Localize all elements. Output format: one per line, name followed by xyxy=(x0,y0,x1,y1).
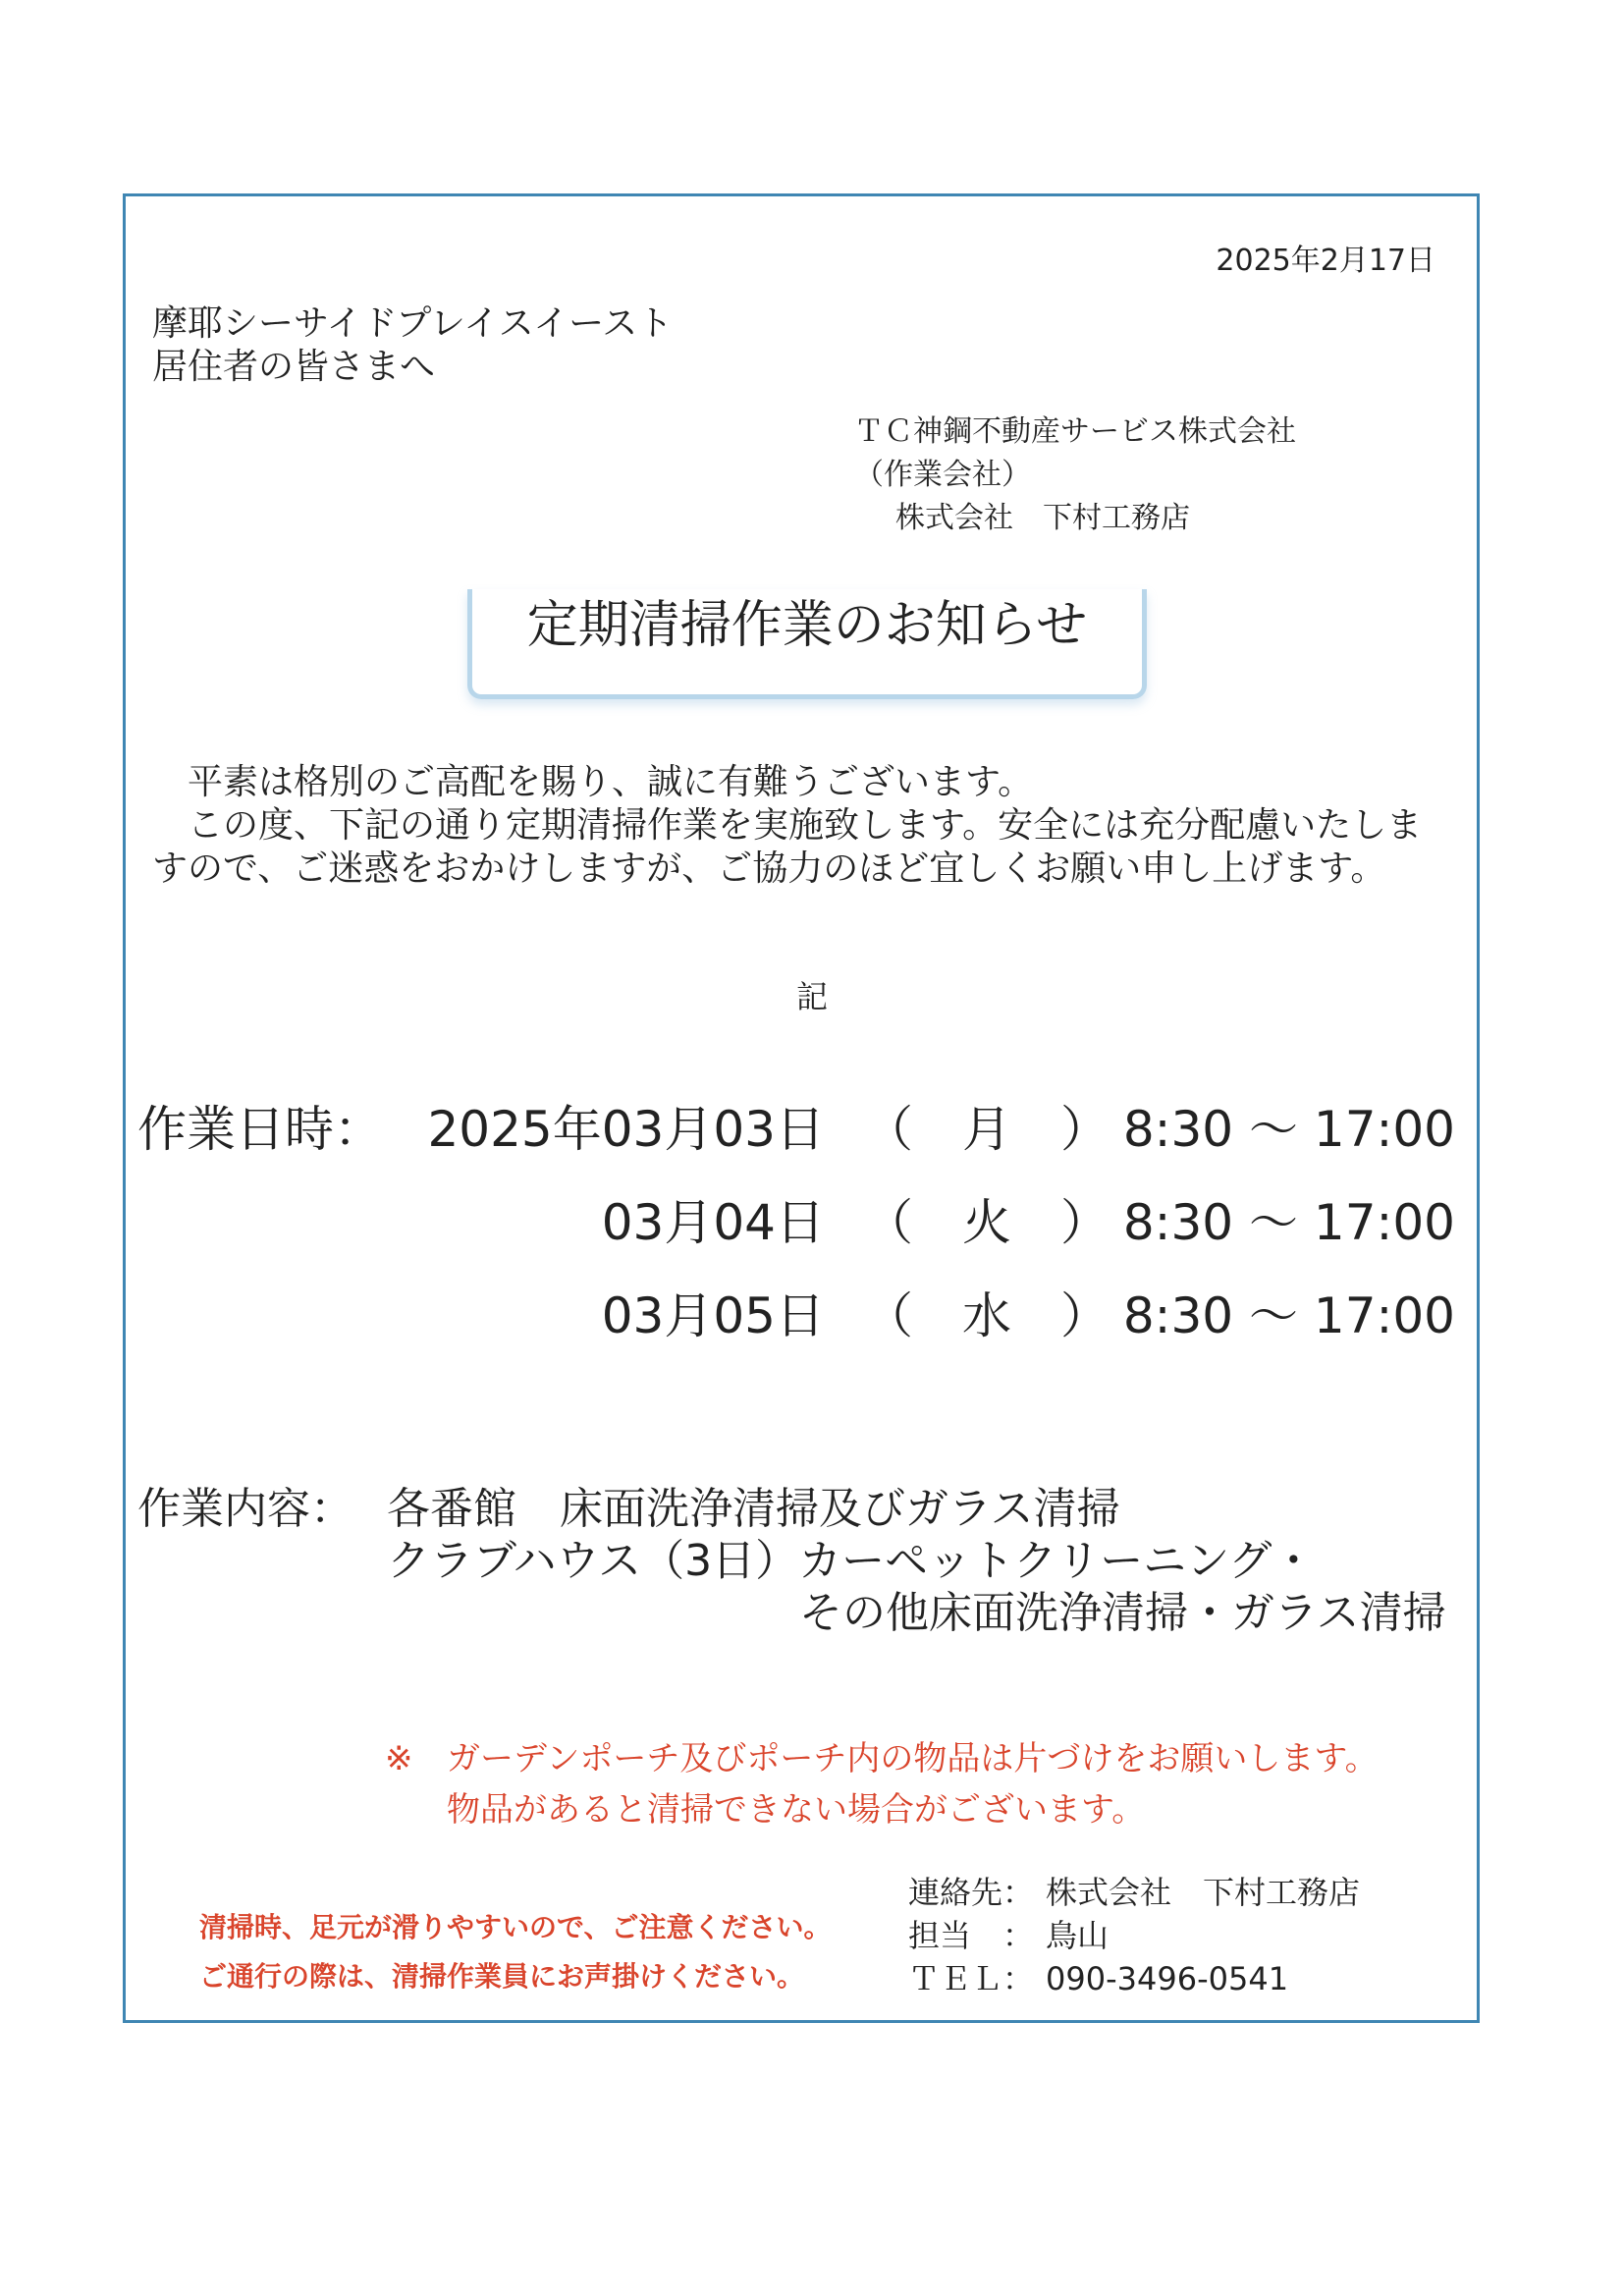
contact-label: 連絡先： xyxy=(908,1874,1035,1911)
schedule-date: 03月04日 xyxy=(601,1194,825,1251)
sender-role: （作業会社） xyxy=(854,458,1031,492)
warning-line: ご通行の際は、清掃作業員にお声掛けください。 xyxy=(199,1960,805,1993)
body-line: この度、下記の通り定期清掃作業を実施致します。安全には充分配慮いたしま xyxy=(188,805,1423,846)
body-line: すので、ご迷惑をおかけしますが、ご協力のほど宜しくお願い申し上げます。 xyxy=(152,848,1386,889)
contact-row xyxy=(908,1914,1360,1957)
contact-label: 担当 ： xyxy=(908,1917,1035,1954)
contact-phone: 090-3496-0541 xyxy=(1046,1960,1289,1997)
addressee-building: 摩耶シーサイドプレイスイースト xyxy=(152,303,674,344)
contact-info xyxy=(908,1871,1360,2000)
sender xyxy=(854,410,1296,540)
body-line: 平素は格別のご高配を賜り、誠に有難うございます。 xyxy=(188,762,1034,802)
schedule-day: （ 水 ） xyxy=(864,1287,1110,1344)
note-mark: ※ xyxy=(385,1739,413,1778)
schedule-day: （ 月 ） xyxy=(864,1101,1110,1158)
safety-warning xyxy=(199,1903,831,2001)
schedule-day: （ 火 ） xyxy=(864,1194,1110,1251)
addressee xyxy=(152,302,673,389)
contact-company: 株式会社 下村工務店 xyxy=(1046,1874,1361,1911)
sender-company: ＴＣ神鋼不動産サービス株式会社 xyxy=(854,414,1296,449)
note-line: 物品があると清掃できない場合がございます。 xyxy=(447,1790,1146,1830)
contact-label: ＴＥＬ： xyxy=(908,1960,1035,1997)
schedule-time: 8:30 ～ 17:00 xyxy=(1122,1101,1455,1158)
work-item: 各番館 床面洗浄清掃及びガラス清掃 xyxy=(387,1484,1120,1534)
schedule-label: 作業日時： xyxy=(137,1101,383,1158)
page-title: 定期清掃作業のお知らせ xyxy=(526,596,1088,655)
note-line: ガーデンポーチ及びポーチ内の物品は片づけをお願いします。 xyxy=(447,1739,1379,1778)
contact-person: 鳥山 xyxy=(1046,1917,1110,1954)
schedule-time: 8:30 ～ 17:00 xyxy=(1122,1287,1455,1344)
schedule-date: 03月05日 xyxy=(601,1287,825,1344)
addressee-residents: 居住者の皆さまへ xyxy=(152,347,436,387)
greeting-body xyxy=(152,761,1422,891)
work-item: その他床面洗浄清掃・ガラス清掃 xyxy=(799,1588,1446,1638)
schedule-time: 8:30 ～ 17:00 xyxy=(1122,1194,1455,1251)
contact-row xyxy=(908,1957,1360,2000)
contact-row xyxy=(908,1871,1360,1914)
warning-line: 清掃時、足元が滑りやすいので、ご注意ください。 xyxy=(199,1911,832,1943)
sender-contractor: 株式会社 下村工務店 xyxy=(895,501,1190,535)
work-label: 作業内容： xyxy=(137,1484,353,1534)
issue-date: 2025年2月17日 xyxy=(1216,244,1435,278)
work-item: クラブハウス（3日）カーペットクリーニング・ xyxy=(387,1536,1316,1586)
ki-heading: 記 xyxy=(795,978,828,1015)
schedule-date: 2025年03月03日 xyxy=(427,1101,825,1158)
